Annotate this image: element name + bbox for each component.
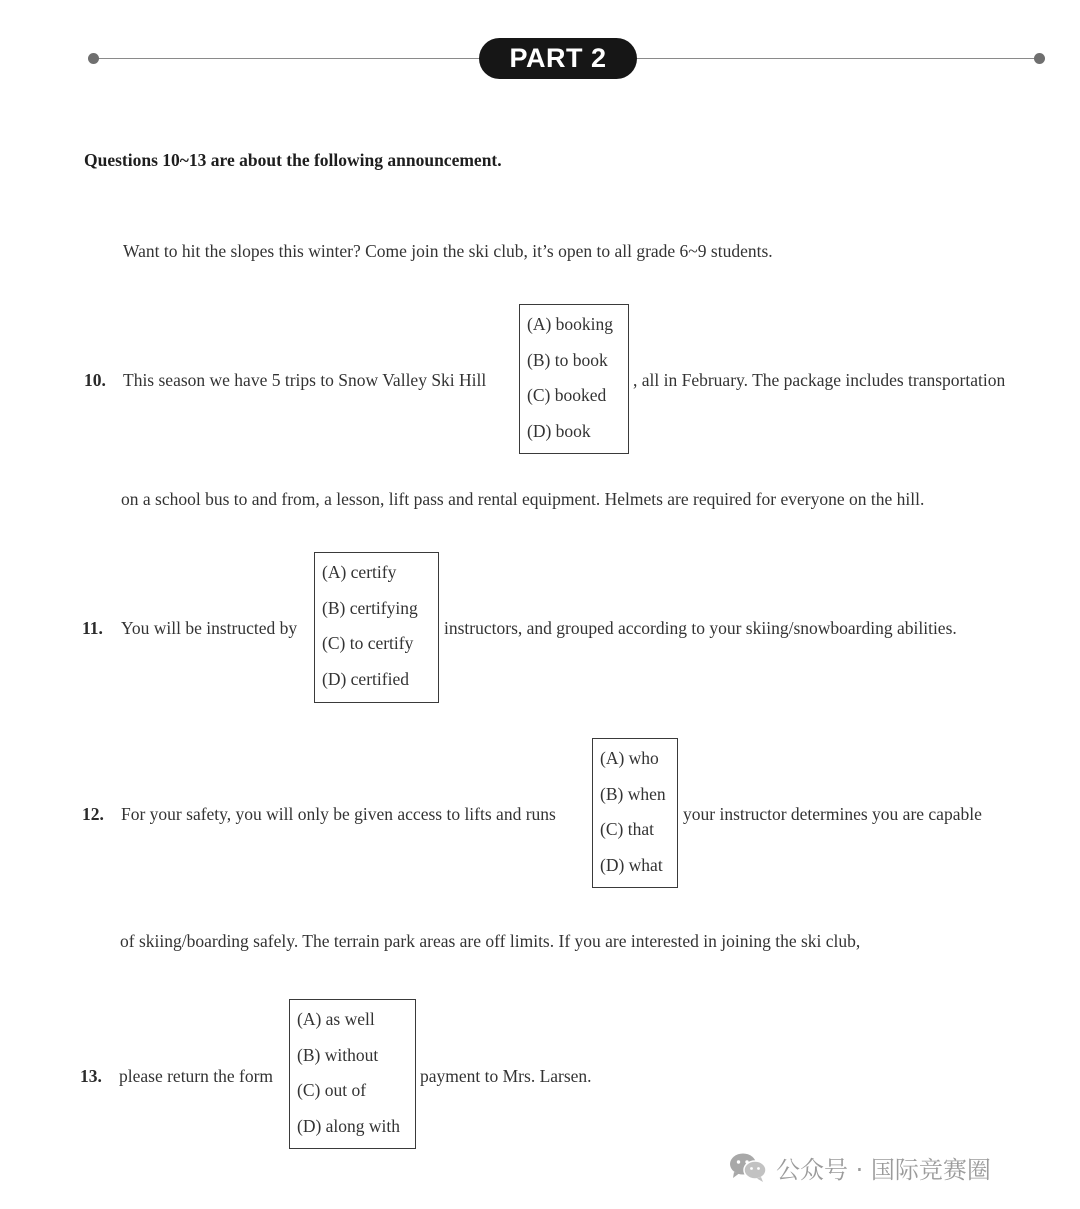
option-c[interactable]: (C) booked	[527, 385, 607, 405]
question-10-text-after: , all in February. The package includes transportation	[633, 370, 1006, 390]
watermark-text: 公众号 · 国际竞赛圈	[776, 1155, 991, 1184]
option-c[interactable]: (C) to certify	[322, 633, 414, 653]
watermark	[728, 1150, 991, 1184]
option-b[interactable]: (B) when	[600, 783, 666, 804]
question-13-text-after: payment to Mrs. Larsen.	[420, 1066, 592, 1086]
question-12-number: 12.	[82, 804, 104, 824]
option-a[interactable]: (A) booking	[527, 314, 614, 334]
option-a[interactable]: (A) certify	[322, 562, 397, 582]
question-10-text-before: This season we have 5 trips to Snow Valley Ski Hill	[123, 370, 487, 390]
question-10-continuation: on a school bus to and from, a lesson, lift pass and rental equipment. Helmets are required for everyone on the hill.	[121, 489, 925, 509]
question-11-text-before: You will be instructed by	[121, 618, 298, 638]
question-12-text-before: For your safety, you will only be given access to lifts and runs	[121, 804, 556, 824]
rule-end-dot-left	[88, 53, 99, 64]
question-12-continuation: of skiing/boarding safely. The terrain park areas are off limits. If you are interested in joining the ski club,	[120, 931, 861, 951]
option-d[interactable]: (D) along with	[297, 1115, 401, 1136]
part-label: PART 2	[479, 38, 637, 79]
question-12-text-after: your instructor determines you are capable	[683, 804, 982, 824]
instructions-heading: Questions 10~13 are about the following announcement.	[84, 150, 502, 170]
question-12-options	[592, 738, 678, 888]
wechat-icon	[728, 1151, 768, 1183]
question-13-text-before: please return the form	[119, 1066, 274, 1086]
rule-end-dot-right	[1034, 53, 1045, 64]
option-d[interactable]: (D) certified	[322, 668, 409, 689]
question-10-options	[519, 304, 629, 454]
intro-text: Want to hit the slopes this winter? Come join the ski club, it’s open to all grade 6~9 students.	[123, 241, 773, 261]
option-a[interactable]: (A) as well	[297, 1009, 375, 1029]
option-b[interactable]: (B) without	[297, 1044, 379, 1065]
question-13-number: 13.	[80, 1066, 102, 1086]
question-13-options	[289, 999, 416, 1149]
option-a[interactable]: (A) who	[600, 748, 659, 768]
option-b[interactable]: (B) to book	[527, 349, 608, 370]
option-c[interactable]: (C) out of	[297, 1080, 367, 1100]
option-d[interactable]: (D) what	[600, 854, 663, 875]
option-c[interactable]: (C) that	[600, 819, 654, 839]
option-d[interactable]: (D) book	[527, 420, 591, 441]
question-11-options	[314, 552, 439, 703]
question-11-number: 11.	[82, 618, 103, 638]
question-11-text-after: instructors, and grouped according to your skiing/snowboarding abilities.	[444, 618, 957, 638]
header-rule-right	[634, 58, 1040, 59]
option-b[interactable]: (B) certifying	[322, 597, 418, 618]
header-rule-left	[93, 58, 483, 59]
question-10-number: 10.	[84, 370, 106, 390]
